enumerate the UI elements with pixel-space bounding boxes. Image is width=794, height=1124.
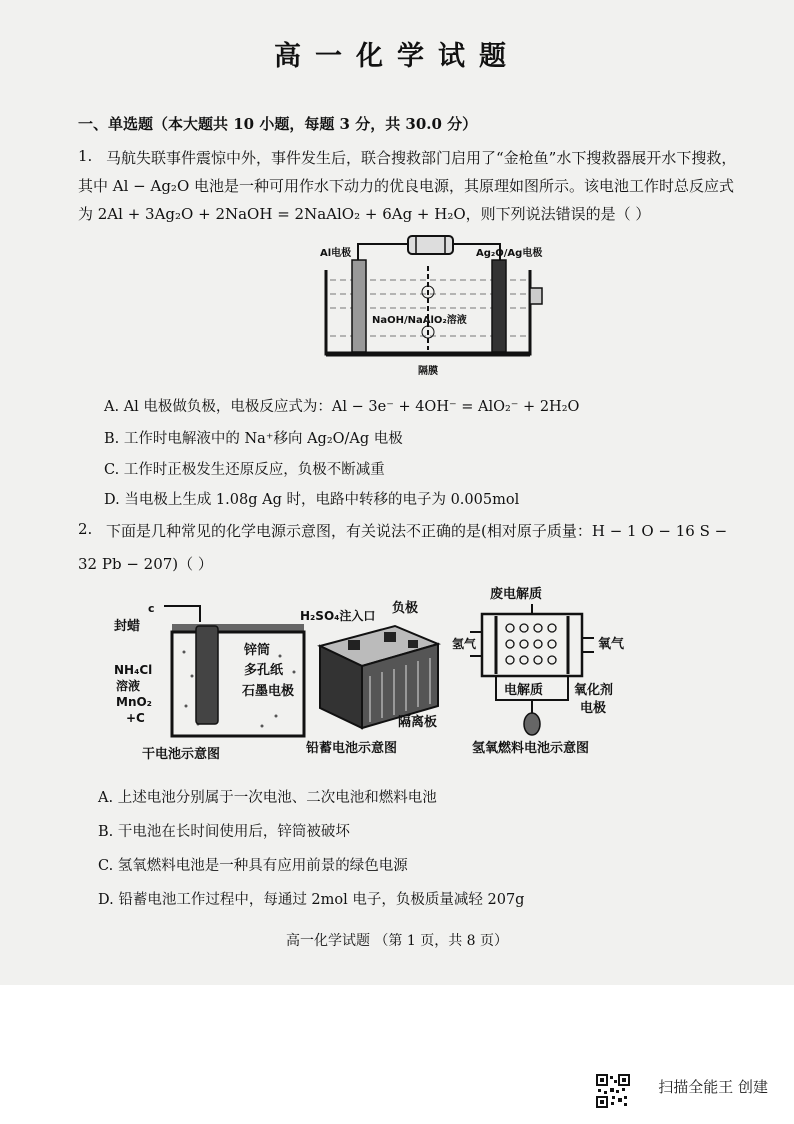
load-device-icon: [408, 236, 453, 254]
membrane-label: 隔膜: [418, 366, 438, 377]
question-2-option-a[interactable]: A. 上述电池分别属于一次电池、二次电池和燃料电池: [98, 790, 437, 806]
svg-text:电解质: 电解质: [504, 683, 544, 698]
fuel-cell-caption: 氢氧燃料电池示意图: [472, 741, 590, 756]
svg-text:NH₄Cl: NH₄Cl: [114, 663, 153, 677]
svg-text:氢气: 氢气: [452, 637, 477, 651]
question-1-line-2: 其中 Al − Ag₂O 电池是一种可用作水下动力的优良电源，其原理如图所示。该电池工作时总反应式: [78, 177, 735, 195]
question-2-option-c[interactable]: C. 氢氧燃料电池是一种具有应用前景的绿色电源: [98, 858, 408, 874]
lead-battery-caption: 铅蓄电池示意图: [306, 741, 398, 756]
question-1-line-3: 为 2Al + 3Ag₂O + 2NaOH = 2NaAlO₂ + 6Ag + H₂O，则下列说法错误的是（ ）: [78, 205, 651, 223]
svg-text:氧化剂: 氧化剂: [574, 683, 614, 698]
qr-code-icon: [596, 1074, 630, 1108]
dry-cell-figure: [112, 596, 317, 766]
svg-text:石墨电极: 石墨电极: [242, 684, 295, 699]
svg-text:隔离板: 隔离板: [398, 715, 438, 730]
question-2-line-1: 下面是几种常见的化学电源示意图，有关说法不正确的是(相对原子质量：H − 1 O − 16 S −: [106, 522, 728, 540]
svg-text:负极: 负极: [392, 601, 419, 616]
svg-text:溶液: 溶液: [116, 679, 141, 693]
ag-electrode-label: Ag₂O/Ag电极: [476, 248, 543, 259]
svg-text:c: c: [148, 602, 155, 615]
question-1-line-1: 马航失联事件震惊中外，事件发生后，联合搜救部门启用了“金枪鱼”水下搜救器展开水下搜救，: [106, 149, 737, 167]
question-1-option-c[interactable]: C. 工作时正极发生还原反应，负极不断减重: [104, 462, 385, 478]
svg-text:废电解质: 废电解质: [490, 587, 543, 602]
svg-text:封蜡: 封蜡: [114, 619, 141, 634]
graphite-electrode: [196, 626, 218, 724]
question-1-option-d[interactable]: D. 当电极上生成 1.08g Ag 时，电路中转移的电子为 0.005mol: [104, 492, 520, 508]
al-ag2o-battery-figure: [318, 232, 543, 380]
page-title: 高一化学试题: [274, 41, 520, 72]
page-footer: 高一化学试题 （第 1 页，共 8 页）: [285, 933, 509, 949]
fuel-cell-figure: [452, 582, 640, 766]
svg-text:多孔纸: 多孔纸: [244, 663, 284, 678]
question-2-option-d[interactable]: D. 铅蓄电池工作过程中，每通过 2mol 电子，负极质量减轻 207g: [98, 892, 525, 908]
ag-electrode: [492, 260, 506, 352]
svg-text:H₂SO₄注入口: H₂SO₄注入口: [300, 609, 376, 623]
solution-label: NaOH/NaAlO₂溶液: [372, 315, 467, 326]
question-2-line-2: 32 Pb − 207)（ ）: [78, 555, 213, 573]
al-electrode-label: Al电极: [320, 248, 352, 259]
svg-text:+C: +C: [126, 711, 145, 725]
question-1-option-b[interactable]: B. 工作时电解液中的 Na⁺移向 Ag₂O/Ag 电极: [104, 431, 403, 447]
question-2-number: 2.: [78, 520, 93, 538]
svg-text:锌筒: 锌筒: [244, 643, 271, 658]
dry-cell-caption: 干电池示意图: [142, 747, 221, 762]
svg-text:氧气: 氧气: [598, 637, 625, 652]
section-heading: 一、单选题（本大题共 10 小题，每题 3 分，共 30.0 分）: [78, 115, 478, 133]
lead-battery-figure: [300, 596, 460, 766]
scanner-watermark: 扫描全能王 创建: [658, 1078, 768, 1096]
question-1-option-a[interactable]: A. Al 电极做负极，电极反应式为：Al − 3e⁻ + 4OH⁻ = AlO₂⁻ + 2H₂O: [104, 399, 580, 415]
svg-text:电极: 电极: [580, 701, 607, 716]
question-1-number: 1.: [78, 147, 93, 165]
svg-text:MnO₂: MnO₂: [116, 695, 152, 709]
light-bulb-icon: [524, 713, 540, 735]
al-electrode: [352, 260, 366, 352]
question-2-option-b[interactable]: B. 干电池在长时间使用后，锌筒被破坏: [98, 824, 350, 840]
